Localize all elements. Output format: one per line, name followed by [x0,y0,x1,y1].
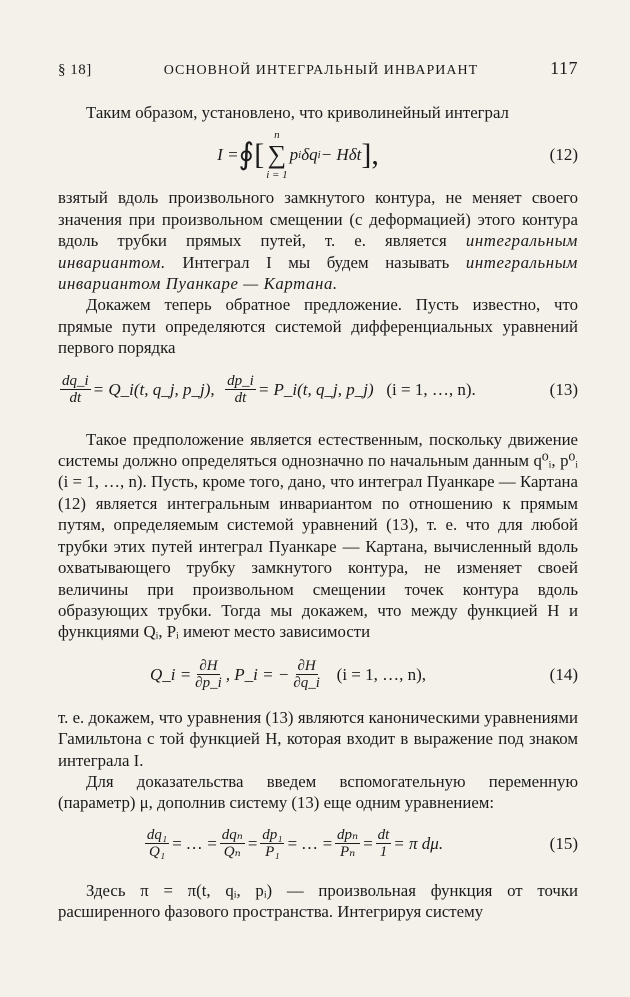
frac-num: dq_i [62,373,89,390]
eq12-dq: δq [301,145,318,165]
frac-den: Pₙ [339,844,356,861]
frac-dH-dq [291,658,322,691]
frac-dpn [335,827,360,860]
frac-dp1 [260,827,284,860]
eq15-sep: = [362,833,374,853]
bracket-close: ], [361,138,379,172]
para2-text2: Интеграл I мы будем называть [165,252,466,272]
sum-sign: ∑ [267,140,287,170]
frac-num: dqₙ [221,827,243,844]
bracket-open: [ [254,138,265,172]
equation-13 [58,359,578,421]
frac-den: dt [69,390,82,407]
frac-num: dpₙ [337,827,359,844]
frac-num: ∂H [199,658,218,675]
eq12-lhs: I = [217,145,239,165]
sum-lower: i = 1 [266,169,288,182]
frac-den: dt [234,390,247,407]
frac-den: Q₁ [148,844,166,861]
paragraph-7: Здесь π = π(t, qᵢ, pᵢ) — произвольная функция от точки расширенного фазового пространства. Интегрируя систему [58,880,578,922]
frac-num: dp₁ [262,827,283,844]
eq13-range: (i = 1, …, n). [386,379,476,399]
frac-num: dq₁ [146,827,168,844]
eq12-rest: − Hδt [320,145,362,165]
paragraph-3: Докажем теперь обратное предложение. Пусть известно, что прямые пути определяются системой дифференциальных уравнений первого порядка [58,295,578,358]
paragraph-2 [58,187,578,294]
frac-den: ∂q_i [293,675,320,692]
eq13-p: = P_i(t, q_j, p_j) [257,379,374,399]
frac-dt [376,827,392,860]
page-number: 117 [550,58,578,78]
eq13-q: = Q_i(t, q_j, p_j), [92,379,215,399]
frac-den: ∂p_i [195,675,222,692]
eq14-q: Q_i = [149,664,192,684]
frac-den: 1 [379,844,388,861]
frac-den: Qₙ [223,844,241,861]
frac-dq1 [145,827,169,860]
frac-num: dp_i [227,373,254,390]
eq15-tail: = π dμ. [393,833,444,853]
running-title: ОСНОВНОЙ ИНТЕГРАЛЬНЫЙ ИНВАРИАНТ [163,63,479,78]
equation-number-12: (12) [549,145,578,165]
paragraph-1: Таким образом, установлено, что криволинейный интеграл [86,103,509,122]
running-header [58,58,578,88]
book-page [58,58,578,923]
frac-dH-dp [193,658,224,691]
eq12-dq-sub: i [317,149,321,162]
paragraph-5: т. е. докажем, что уравнения (13) являются каноническими уравнениями Гамильтона с той функцией H, которая входит в выражение под знаком интеграла I. [58,707,578,770]
eq14-range: (i = 1, …, n), [336,664,427,684]
eq12-p: p [289,145,299,165]
equation-number-13: (13) [549,379,578,399]
paragraph-6: Для доказательства введем вспомогательную переменную (параметр) μ, дополнив систему (13) еще одним уравнением: [58,771,578,813]
frac-num: dt [377,827,390,844]
summation [266,128,287,182]
paragraph-4: Такое предположение является естественным, поскольку движение системы должно определяться однозначно по начальным данным q⁰ᵢ, p⁰ᵢ (i = 1, …, n). Пусть, кроме того, дано, что интеграл Пуанкаре — Картана (12) является интегральным инвариантом по отношению к прямым путям, определяемым системой уравнений (13), т. е. что для любой трубки этих путей интеграл Пуанкаре — Картана, вычисленный вдоль охватывающего трубку замкнутого контура, не изменяет своей величины при произвольном смещении точек контура вдоль образующих трубки. Тогда мы докажем, что между функцией H и функциями Qᵢ, Pᵢ имеют место зависимости [58,429,578,642]
equation-12 [58,123,578,187]
section-mark: § 18] [58,62,92,78]
eq12-p-sub: i [298,149,302,162]
term-integral-invariant: интегральным инвариантом. [58,231,578,272]
term-poincare-cartan: интегральным инвариантом Пуанкаре — Картана. [58,252,578,294]
sum-upper: n [274,129,280,142]
equation-number-14: (14) [549,664,578,684]
eq14-p: , P_i = − [225,664,290,684]
equation-15 [58,814,578,874]
contour-integral-sign: ∮ [238,138,255,172]
frac-dq-dt [60,373,91,406]
frac-dqn [220,827,245,860]
frac-num: ∂H [297,658,316,675]
equation-14 [58,643,578,707]
para2-text1: взятый вдоль произвольного замкнутого контура, не меняет своего значения при произвольном смещении (с деформацией) этого контура вдоль трубки прямых путей, т. е. является [58,188,578,251]
frac-dp-dt [225,373,256,406]
equation-number-15: (15) [549,833,578,853]
eq15-sep: = [246,833,259,853]
eq15-sep: = … = [171,833,218,853]
frac-den: P₁ [265,844,280,861]
eq15-sep: = … = [286,833,334,853]
